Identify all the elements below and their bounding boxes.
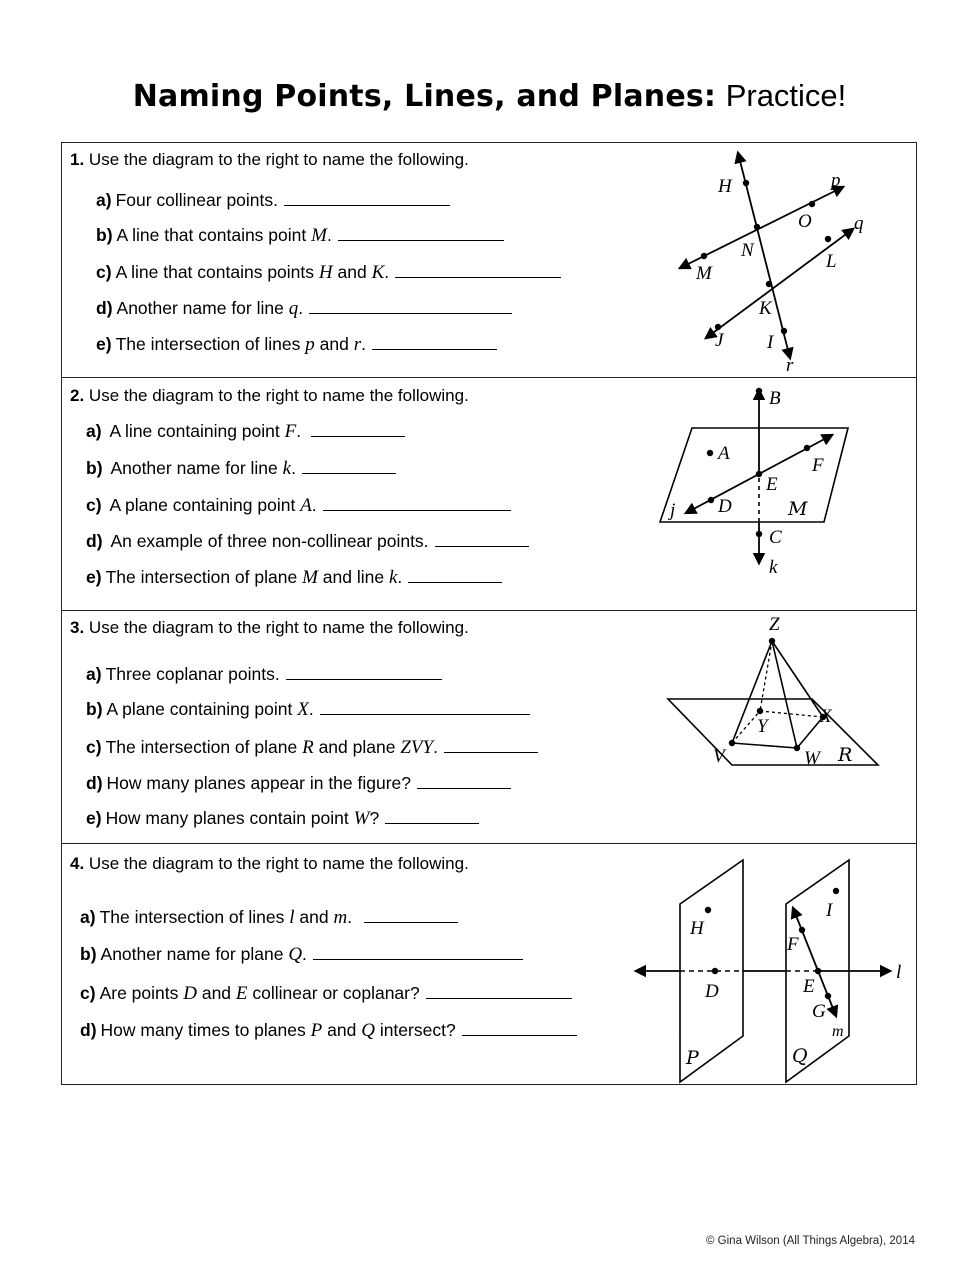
item-text: A plane containing point	[109, 495, 296, 515]
label-p: p	[831, 170, 841, 191]
item-mid: and	[299, 907, 329, 927]
label-O: O	[798, 211, 812, 232]
answer-blank[interactable]	[286, 665, 442, 680]
question-2	[62, 377, 916, 610]
q4-item-c	[80, 983, 572, 1005]
item-text: Are points	[99, 983, 179, 1003]
item-text: Another name for plane	[100, 944, 284, 964]
question-number: 2.	[70, 386, 85, 405]
edge-VW	[732, 743, 797, 748]
question-3	[62, 610, 916, 843]
label-H: H	[718, 176, 732, 197]
point-G	[825, 993, 831, 999]
item-var: l	[289, 907, 295, 928]
question-2-heading	[70, 386, 469, 406]
q3-item-e	[86, 808, 479, 830]
answer-blank[interactable]	[311, 422, 405, 437]
label-l: l	[896, 962, 902, 983]
label-E: E	[803, 976, 815, 997]
q2-item-b	[86, 458, 396, 480]
q2-item-d	[86, 531, 529, 552]
item-var: P	[310, 1020, 323, 1041]
item-var: q	[288, 298, 299, 319]
answer-blank[interactable]	[323, 496, 511, 511]
point-H	[743, 180, 749, 186]
point-H	[705, 907, 711, 913]
answer-blank[interactable]	[364, 908, 458, 923]
answer-blank[interactable]	[444, 738, 538, 753]
label-C: C	[769, 527, 782, 548]
label-V: V	[713, 746, 725, 767]
item-var: D	[183, 983, 197, 1004]
q4-item-b	[80, 944, 523, 966]
item-var2: m	[333, 907, 348, 928]
point-K	[766, 281, 772, 287]
item-letter: d)	[80, 1020, 97, 1040]
diagram-1	[662, 143, 912, 377]
hidden-edge-YX	[760, 711, 823, 717]
answer-blank[interactable]	[395, 263, 561, 278]
label-X: X	[820, 706, 832, 727]
item-var: F	[284, 421, 297, 442]
answer-blank[interactable]	[338, 226, 504, 241]
point-V	[729, 740, 735, 746]
point-M	[701, 253, 707, 259]
point-B	[756, 388, 762, 394]
item-mid: and	[319, 334, 349, 354]
q3-item-c	[86, 737, 538, 759]
item-mid: and plane	[318, 737, 396, 757]
point-C	[756, 531, 762, 537]
item-post: ?	[369, 808, 380, 828]
label-plane-M: M	[788, 498, 808, 520]
copyright-footer: © Gina Wilson (All Things Algebra), 2014	[706, 1235, 915, 1247]
item-post: intersect?	[379, 1020, 456, 1040]
item-var2: k	[388, 567, 398, 588]
label-I: I	[826, 900, 833, 921]
hidden-edge-VY	[732, 711, 760, 743]
item-letter: b)	[86, 699, 103, 719]
point-N	[754, 224, 760, 230]
item-letter: c)	[86, 495, 102, 515]
answer-blank[interactable]	[320, 700, 530, 715]
item-text: The intersection of lines	[99, 907, 285, 927]
question-number: 3.	[70, 618, 85, 637]
label-M: M	[696, 263, 712, 284]
q2-item-c	[86, 495, 511, 517]
point-D	[708, 497, 714, 503]
q1-item-c	[96, 262, 561, 284]
item-letter: b)	[86, 458, 103, 478]
item-post: .	[326, 225, 332, 245]
item-text: A line that contains points	[115, 262, 315, 282]
label-plane-R: R	[838, 744, 853, 766]
title-main: Naming Points, Lines, and Planes:	[132, 79, 717, 114]
q1-item-e	[96, 334, 497, 356]
question-3-heading	[70, 618, 469, 638]
edge-ZX	[772, 641, 823, 717]
q3-item-b	[86, 699, 530, 721]
diagram-4	[628, 844, 912, 1087]
label-B: B	[769, 388, 781, 409]
label-plane-Q: Q	[792, 1045, 808, 1067]
answer-blank[interactable]	[426, 984, 572, 999]
label-L: L	[826, 251, 837, 272]
item-post: .	[296, 421, 302, 441]
label-G: G	[812, 1001, 826, 1022]
item-letter: e)	[86, 808, 102, 828]
q1-item-a	[96, 190, 450, 211]
hidden-edge-ZY	[760, 641, 772, 711]
question-4	[62, 843, 916, 1086]
item-post: .	[308, 699, 314, 719]
label-D: D	[718, 496, 732, 517]
question-prompt: Use the diagram to the right to name the following.	[88, 386, 469, 405]
item-text: Another name for line	[116, 298, 284, 318]
question-1-heading	[70, 150, 469, 170]
item-letter: a)	[86, 664, 102, 684]
label-K: K	[759, 298, 772, 319]
item-post: .	[384, 262, 390, 282]
answer-blank[interactable]	[462, 1021, 577, 1036]
item-letter: a)	[96, 190, 112, 210]
label-A: A	[718, 443, 730, 464]
label-r: r	[786, 355, 794, 376]
answer-blank[interactable]	[408, 568, 502, 583]
label-W: W	[804, 748, 820, 769]
label-I: I	[767, 332, 774, 353]
item-post: .	[433, 737, 438, 757]
question-number: 1.	[70, 150, 85, 169]
question-1	[62, 143, 916, 377]
label-J: J	[715, 330, 724, 351]
point-A	[707, 450, 713, 456]
item-post: .	[291, 458, 296, 478]
item-letter: c)	[80, 983, 96, 1003]
question-prompt: Use the diagram to the right to name the following.	[88, 150, 469, 169]
item-post: .	[397, 567, 403, 587]
label-H: H	[690, 918, 704, 939]
item-var: k	[282, 458, 292, 479]
item-post: .	[302, 944, 307, 964]
edge-ZW	[772, 641, 797, 748]
point-O	[809, 201, 815, 207]
diagram-3	[662, 611, 912, 844]
item-letter: e)	[86, 567, 102, 587]
item-letter: a)	[80, 907, 96, 927]
label-j: j	[670, 500, 676, 521]
point-D	[712, 968, 718, 974]
question-prompt: Use the diagram to the right to name the following.	[88, 854, 469, 873]
q3-item-a	[86, 664, 442, 685]
item-var2: ZVY	[400, 737, 434, 758]
item-letter: c)	[96, 262, 112, 282]
q1-item-d	[96, 298, 512, 320]
item-post: collinear or coplanar?	[252, 983, 420, 1003]
item-text: A plane containing point	[106, 699, 293, 719]
answer-blank[interactable]	[385, 809, 479, 824]
item-var: p	[305, 334, 315, 355]
label-m: m	[832, 1023, 844, 1040]
q2-item-a	[86, 421, 405, 443]
item-letter: b)	[80, 944, 97, 964]
answer-blank[interactable]	[284, 191, 450, 206]
point-E	[756, 471, 762, 477]
label-q: q	[854, 213, 864, 234]
item-mid: and line	[322, 567, 385, 587]
answer-blank[interactable]	[417, 774, 511, 789]
label-N: N	[741, 240, 754, 261]
item-letter: b)	[96, 225, 113, 245]
item-mid: and	[327, 1020, 357, 1040]
diagram-2	[652, 378, 912, 611]
label-plane-P: P	[686, 1047, 699, 1069]
point-I	[781, 328, 787, 334]
item-var: M	[311, 225, 327, 246]
item-text: Three coplanar points.	[105, 664, 280, 684]
item-post: .	[347, 907, 353, 927]
page-title	[0, 78, 979, 114]
item-text: Another name for line	[110, 458, 278, 478]
item-mid: and	[201, 983, 232, 1003]
label-E: E	[766, 474, 778, 495]
item-text: An example of three non-collinear points.	[110, 531, 429, 551]
item-mid: and	[337, 262, 367, 282]
point-F	[799, 927, 805, 933]
item-letter: a)	[86, 421, 102, 441]
answer-blank[interactable]	[309, 299, 512, 314]
point-I	[833, 888, 839, 894]
item-post: .	[361, 334, 366, 354]
point-L	[825, 236, 831, 242]
item-letter: d)	[86, 531, 103, 551]
point-W	[794, 745, 800, 751]
point-F	[804, 445, 810, 451]
question-number: 4.	[70, 854, 85, 873]
q2-item-e	[86, 567, 502, 589]
question-4-heading	[70, 854, 469, 874]
item-var: A	[300, 495, 312, 516]
label-F: F	[812, 455, 824, 476]
item-var2: K	[371, 262, 385, 283]
answer-blank[interactable]	[435, 532, 529, 547]
item-var2: Q	[361, 1020, 375, 1041]
label-k: k	[769, 557, 778, 578]
title-sub: Practice!	[725, 78, 847, 113]
item-text: How many planes appear in the figure?	[106, 773, 412, 793]
item-letter: d)	[86, 773, 103, 793]
answer-blank[interactable]	[372, 335, 497, 350]
item-var: M	[302, 567, 318, 588]
q4-item-a	[80, 907, 458, 929]
item-var: R	[302, 737, 314, 758]
q1-item-b	[96, 225, 504, 247]
item-text: How many times to planes	[100, 1020, 306, 1040]
point-Z	[769, 638, 775, 644]
label-F: F	[787, 934, 799, 955]
item-letter: e)	[96, 334, 112, 354]
item-var2: E	[235, 983, 248, 1004]
item-var2: r	[353, 334, 362, 355]
item-letter: d)	[96, 298, 113, 318]
label-Y: Y	[757, 716, 768, 737]
item-text: The intersection of plane	[105, 737, 298, 757]
label-D: D	[705, 981, 719, 1002]
item-text: A line that contains point	[116, 225, 307, 245]
worksheet	[61, 142, 917, 1085]
item-text: The intersection of lines	[115, 334, 301, 354]
point-E	[815, 968, 821, 974]
item-letter: c)	[86, 737, 102, 757]
item-text: Four collinear points.	[115, 190, 279, 210]
point-Y	[757, 708, 763, 714]
question-prompt: Use the diagram to the right to name the following.	[88, 618, 469, 637]
item-text: How many planes contain point	[105, 808, 349, 828]
q3-item-d	[86, 773, 511, 794]
item-var: W	[353, 808, 370, 829]
label-Z: Z	[769, 614, 780, 635]
item-var: H	[318, 262, 333, 283]
item-post: .	[311, 495, 317, 515]
item-var: X	[297, 699, 309, 720]
q4-item-d	[80, 1020, 577, 1042]
answer-blank[interactable]	[302, 459, 396, 474]
item-post: .	[298, 298, 304, 318]
line-q	[706, 229, 853, 338]
item-text: A line containing point	[109, 421, 280, 441]
item-text: The intersection of plane	[105, 567, 298, 587]
answer-blank[interactable]	[313, 945, 523, 960]
item-var: Q	[288, 944, 303, 965]
